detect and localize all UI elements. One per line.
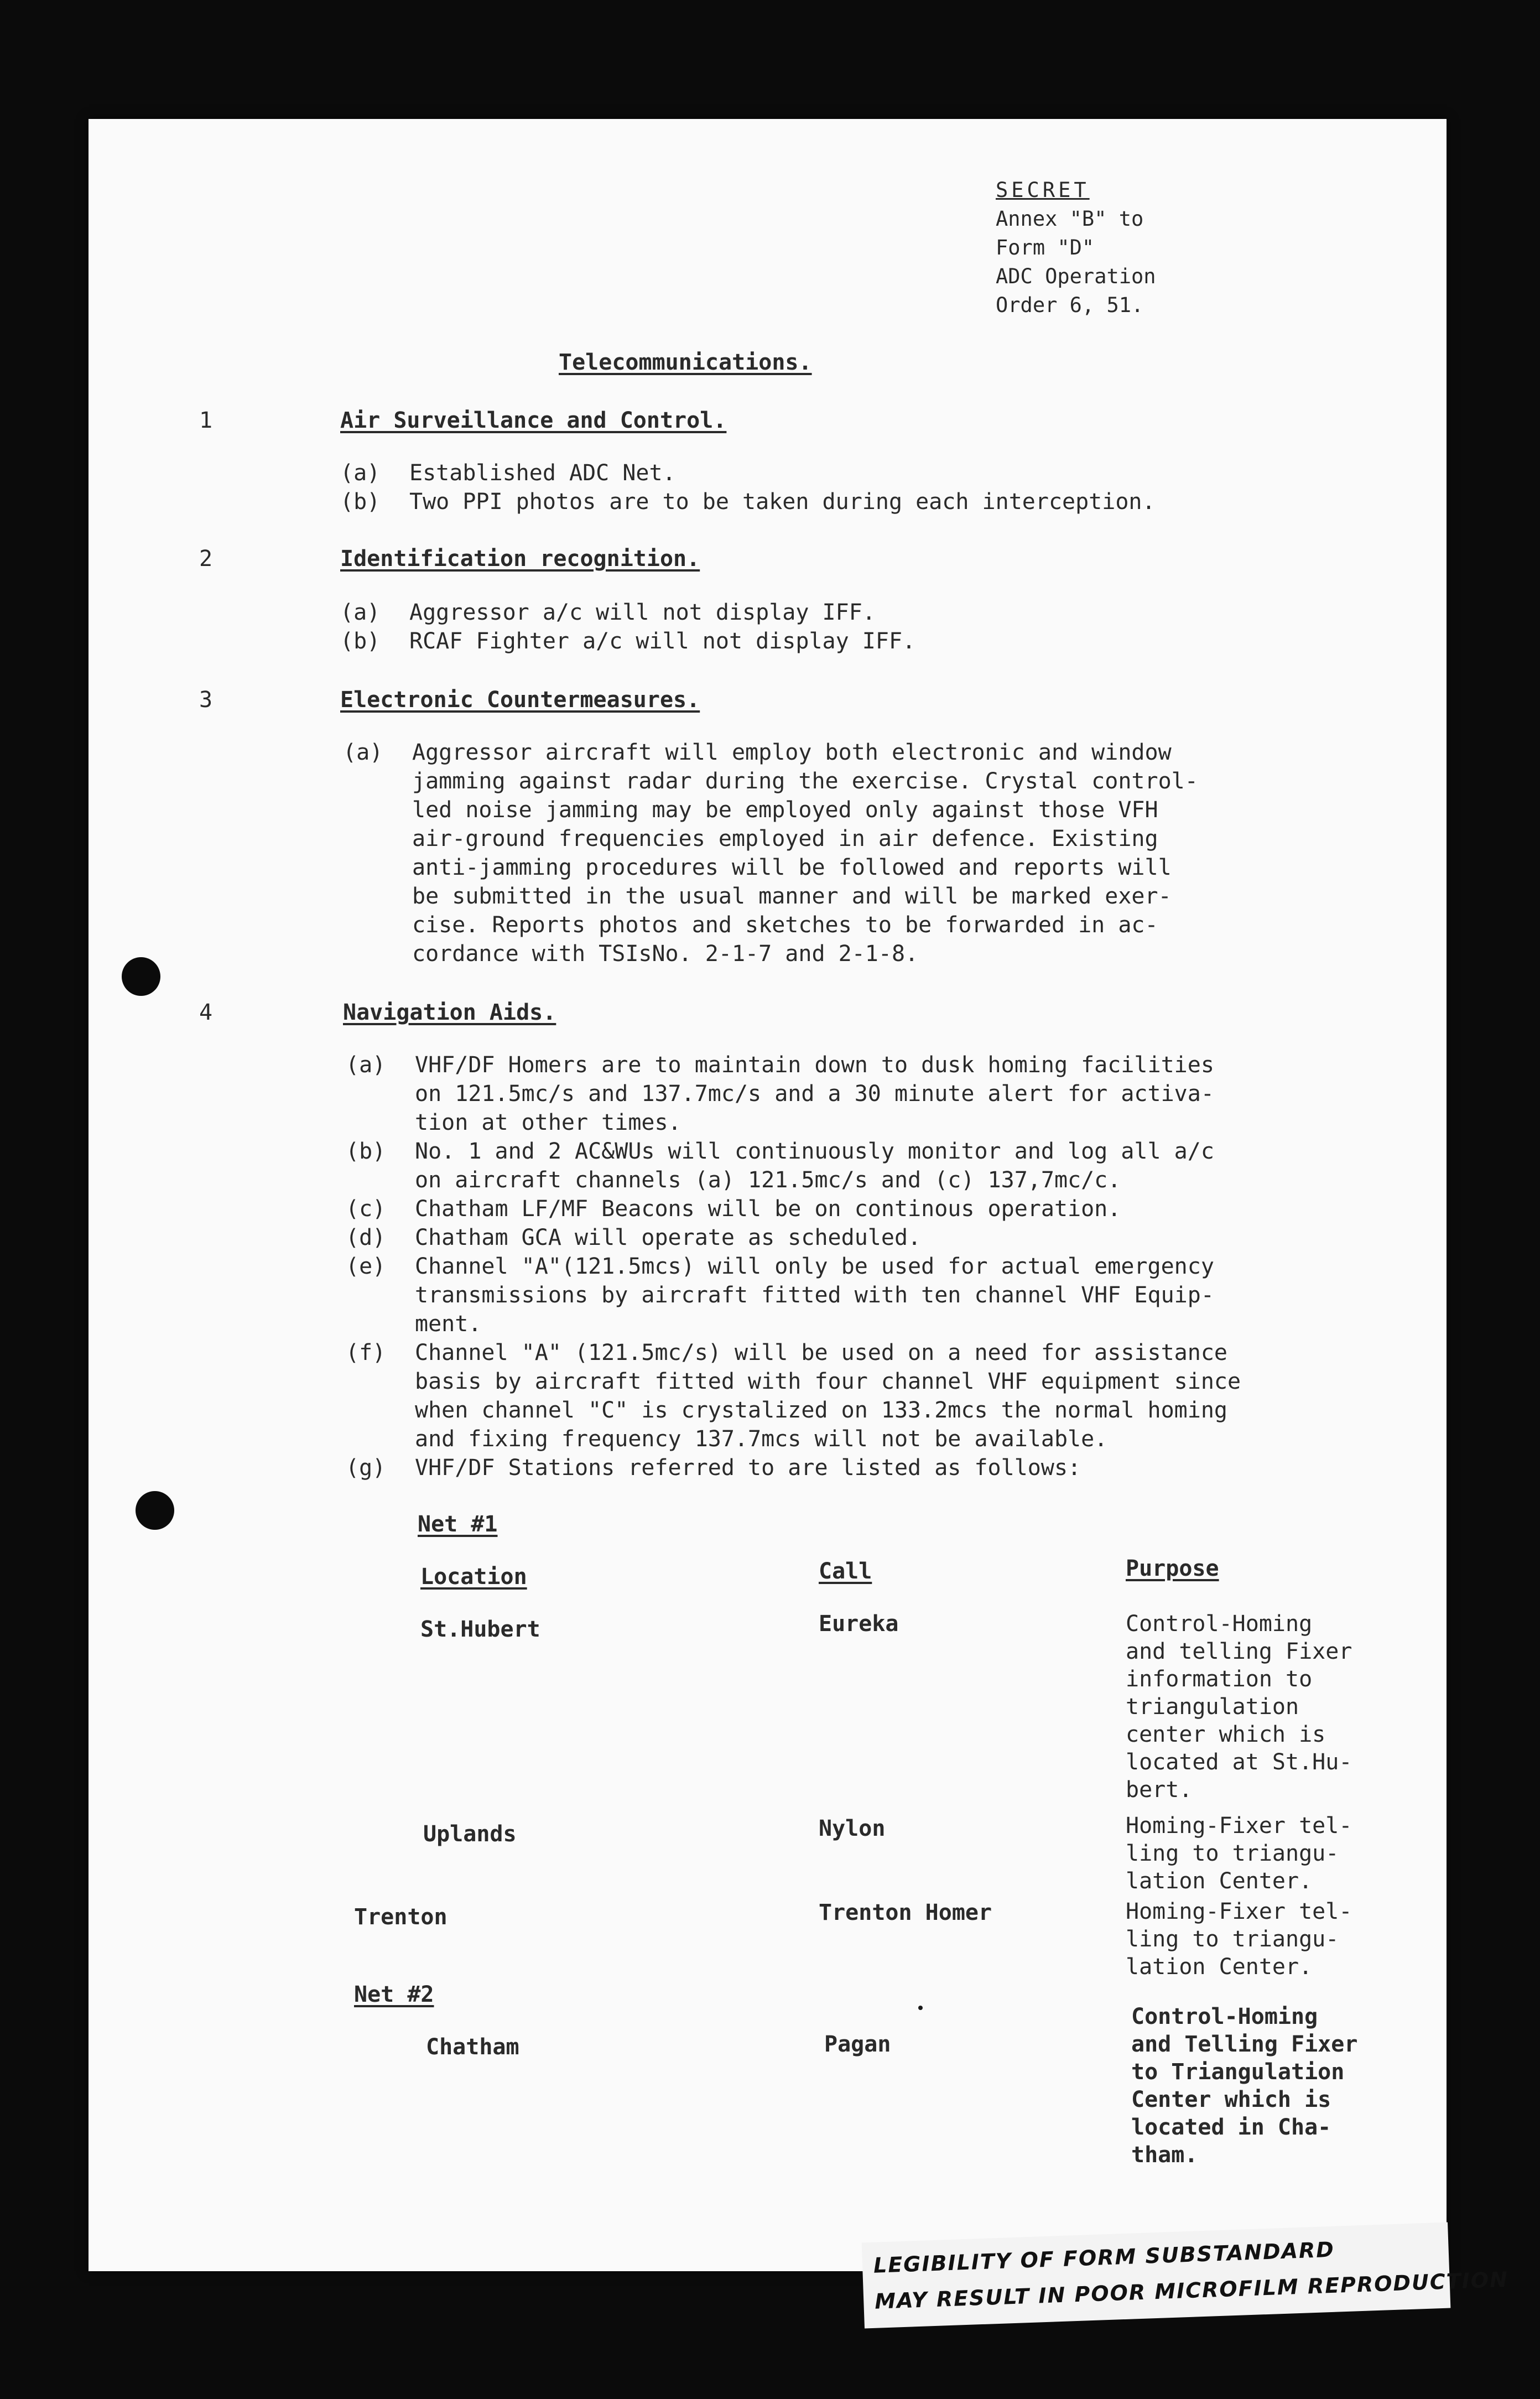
item-label: (c) [346,1196,386,1222]
item-text: Channel "A"(121.5mcs) will only be used for actual emergency [415,1254,1214,1279]
item-text: tion at other times. [415,1110,681,1135]
item-text: Established ADC Net. [409,460,676,486]
net-label: Net #2 [354,1982,434,2007]
table-cell-purpose: triangulation [1126,1694,1299,1720]
table-cell-purpose: Center which is [1131,2087,1331,2112]
item-text: cise. Reports photos and sketches to be forwarded in ac- [412,912,1158,938]
net-label: Net #1 [418,1512,498,1537]
order-line: Order 6, 51. [996,293,1144,317]
section-heading: Navigation Aids. [343,1000,556,1025]
section-heading: Electronic Countermeasures. [340,687,700,713]
item-text: be submitted in the usual manner and will be marked exer- [412,884,1172,909]
table-cell-purpose: Homing-Fixer tel- [1126,1899,1352,1924]
item-label: (d) [346,1225,386,1250]
annex-line: Annex "B" to [996,207,1144,231]
section-number: 1 [199,408,213,433]
table-cell-purpose: tham. [1131,2142,1198,2168]
section-heading: Identification recognition. [340,546,700,572]
item-label: (b) [340,629,381,654]
item-text: basis by aircraft fitted with four channel VHF equipment since [415,1369,1241,1394]
item-text: VHF/DF Homers are to maintain down to dusk homing facilities [415,1052,1214,1078]
page-title: Telecommunications. [559,350,812,375]
table-cell-purpose: lation Center. [1126,1868,1313,1894]
item-text: and fixing frequency 137.7mcs will not be available. [415,1426,1108,1452]
item-text: Channel "A" (121.5mc/s) will be used on a need for assistance [415,1340,1228,1365]
item-text: led noise jamming may be employed only against those VFH [412,797,1158,823]
item-text: anti-jamming procedures will be followed and reports will [412,855,1172,880]
item-text: Chatham GCA will operate as scheduled. [415,1225,922,1250]
item-text: Aggressor a/c will not display IFF. [409,600,876,625]
item-text: when channel "C" is crystalized on 133.2mcs the normal homing [415,1398,1228,1423]
table-cell-purpose: and telling Fixer [1126,1639,1352,1664]
section-heading: Air Surveillance and Control. [340,408,727,433]
section-number: 4 [199,1000,213,1025]
table-cell-purpose: located at St.Hu- [1126,1749,1352,1775]
table-cell-purpose: Control-Homing [1126,1611,1313,1637]
table-cell-location: Chatham [426,2034,519,2060]
item-text: transmissions by aircraft fitted with ten channel VHF Equip- [415,1282,1214,1308]
table-cell-call: Trenton Homer [819,1900,992,1925]
table-cell-location: St.Hubert [420,1617,540,1642]
item-label: (f) [346,1340,386,1365]
item-text: jamming against radar during the exercise. Crystal control- [412,768,1198,794]
item-label: (a) [346,1052,386,1078]
column-header-call: Call [819,1559,872,1584]
stamp-line-2: MAY RESULT IN POOR MICROFILM REPRODUCTION [874,2267,1509,2314]
item-text: Two PPI photos are to be taken during each interception. [409,489,1156,515]
table-cell-call: Nylon [819,1816,886,1841]
item-text: Chatham LF/MF Beacons will be on continous operation. [415,1196,1121,1222]
item-label: (a) [340,600,381,625]
item-text: ment. [415,1311,482,1337]
item-label: (a) [343,740,383,765]
item-text: on aircraft channels (a) 121.5mc/s and (c) 137,7mc/c. [415,1167,1121,1193]
item-text: cordance with TSIsNo. 2-1-7 and 2-1-8. [412,941,919,967]
table-cell-purpose: Homing-Fixer tel- [1126,1813,1352,1839]
form-line: Form "D" [996,236,1095,259]
item-text: VHF/DF Stations referred to are listed as follows: [415,1455,1081,1481]
table-cell-purpose: information to [1126,1666,1313,1692]
item-text: No. 1 and 2 AC&WUs will continuously monitor and log all a/c [415,1139,1214,1164]
table-cell-purpose: located in Cha- [1131,2115,1331,2140]
document-page [89,119,1447,2271]
item-text: on 121.5mc/s and 137.7mc/s and a 30 minute alert for activa- [415,1081,1214,1107]
table-cell-purpose: bert. [1126,1777,1193,1803]
column-header-location: Location [420,1564,527,1590]
table-cell-call: Eureka [819,1611,899,1637]
table-cell-purpose: center which is [1126,1722,1326,1747]
table-cell-purpose: ling to triangu- [1126,1841,1339,1866]
column-header-purpose: Purpose [1126,1556,1219,1581]
section-number: 2 [199,546,213,572]
section-number: 3 [199,687,213,713]
speck [918,2006,923,2010]
table-cell-purpose: and Telling Fixer [1131,2032,1358,2057]
table-cell-purpose: ling to triangu- [1126,1927,1339,1952]
stamp-line-1: LEGIBILITY OF FORM SUBSTANDARD [873,2237,1335,2278]
item-text: air-ground frequencies employed in air defence. Existing [412,826,1158,851]
item-label: (g) [346,1455,386,1481]
punch-hole [122,957,160,996]
item-label: (b) [346,1139,386,1164]
item-text: Aggressor aircraft will employ both electronic and window [412,740,1172,765]
item-text: RCAF Fighter a/c will not display IFF. [409,629,916,654]
item-label: (a) [340,460,381,486]
table-cell-purpose: Control-Homing [1131,2004,1318,2029]
classification-marking: SECRET [996,178,1090,202]
table-cell-location: Trenton [354,1904,448,1930]
punch-hole [136,1491,174,1530]
operation-line: ADC Operation [996,264,1156,288]
item-label: (e) [346,1254,386,1279]
table-cell-location: Uplands [423,1821,517,1847]
table-cell-purpose: to Triangulation [1131,2059,1345,2085]
item-label: (b) [340,489,381,515]
table-cell-purpose: lation Center. [1126,1954,1313,1980]
table-cell-call: Pagan [824,2032,891,2057]
